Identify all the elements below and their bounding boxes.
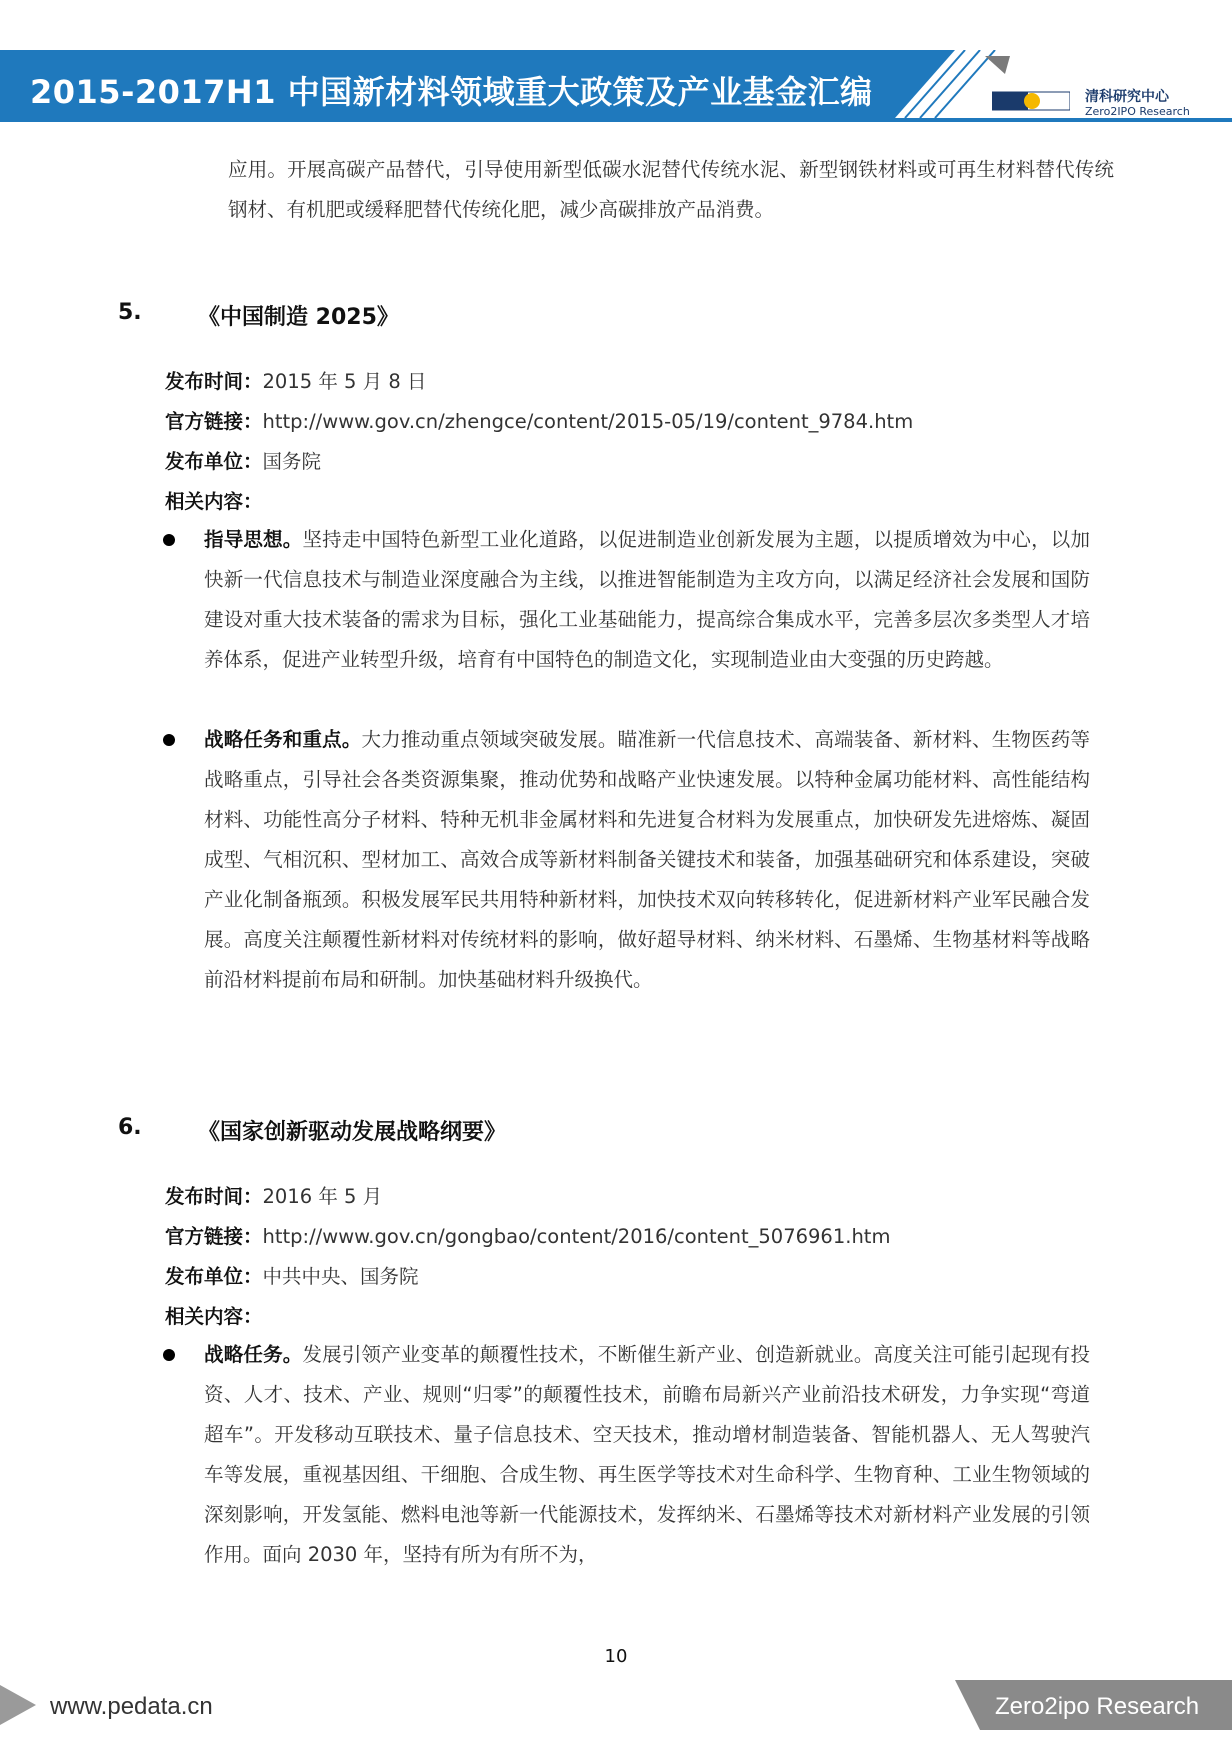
- meta-link-value[interactable]: http://www.gov.cn/zhengce/content/2015-05/19/content_9784.htm: [262, 410, 914, 433]
- bullet-text: 发展引领产业变革的颠覆性技术，不断催生新产业、创造新就业。高度关注可能引起现有投资、人才、技术、产业、规则“归零”的颠覆性技术，前瞻布局新兴产业前沿技术研发，力争实现“弯道超车”。开发移动互联技术、量子信息技术、空天技术，推动增材制造装备、智能机器人、无人驾驶汽车等发展，重视基因组、干细胞、合成生物、再生医学等技术对生命科学、生物育种、工业生物领域的深刻影响，开发氢能、燃料电池等新一代能源技术，发挥纳米、石墨烯等技术对新材料产业发展的引领作用。面向 2030 年，坚持有所为有所不为，: [204, 1343, 1090, 1566]
- bullet-icon: [163, 534, 175, 546]
- bullet-paragraph: [204, 1335, 1090, 1575]
- bullet-lead: 指导思想。: [204, 528, 303, 551]
- meta-content-label: [165, 482, 263, 522]
- meta-link-key: 官方链接：: [165, 1225, 263, 1248]
- footer-triangle-icon: [0, 1680, 40, 1730]
- meta-unit-value: 中共中央、国务院: [262, 1265, 419, 1288]
- logo-text-cn: 清科研究中心: [1085, 89, 1169, 105]
- bullet-lead: 战略任务和重点。: [204, 728, 362, 751]
- bullet-paragraph: [204, 520, 1090, 680]
- section-number: 6.: [118, 1115, 142, 1140]
- bullet-lead: 战略任务。: [204, 1343, 303, 1366]
- meta-link: [165, 402, 913, 442]
- meta-content-key: 相关内容：: [165, 1305, 263, 1328]
- logo-text-en: Zero2IPO Research: [1085, 105, 1190, 118]
- meta-date-key: 发布时间：: [165, 370, 263, 393]
- meta-unit: [165, 442, 321, 482]
- meta-unit-value: 国务院: [262, 450, 322, 473]
- meta-link-key: 官方链接：: [165, 410, 263, 433]
- footer-brand: Zero2ipo Research: [995, 1693, 1200, 1720]
- section-number: 5.: [118, 300, 142, 325]
- intro-paragraph: 应用。开展高碳产品替代，引导使用新型低碳水泥替代传统水泥、新型钢铁材料或可再生材料替代传统钢材、有机肥或缓释肥替代传统化肥，减少高碳排放产品消费。: [228, 158, 1114, 221]
- section-title: 《国家创新驱动发展战略纲要》: [198, 1120, 507, 1145]
- bullet-icon: [163, 734, 175, 746]
- footer-url[interactable]: www.pedata.cn: [50, 1693, 213, 1720]
- meta-date-value: 2016 年 5 月: [262, 1185, 383, 1208]
- meta-link: [165, 1217, 890, 1257]
- section-title: 《中国制造 2025》: [198, 305, 399, 330]
- meta-date-key: 发布时间：: [165, 1185, 263, 1208]
- meta-date-value: 2015 年 5 月 8 日: [262, 370, 427, 393]
- bullet-icon: [163, 1349, 175, 1361]
- meta-content-key: 相关内容：: [165, 490, 263, 513]
- document-title: 2015-2017H1 中国新材料领域重大政策及产业基金汇编: [30, 73, 873, 111]
- meta-unit-key: 发布单位：: [165, 1265, 263, 1288]
- meta-date: [165, 362, 426, 402]
- bullet-paragraph: [204, 720, 1090, 1000]
- meta-link-value[interactable]: http://www.gov.cn/gongbao/content/2016/content_5076961.htm: [262, 1225, 891, 1248]
- meta-content-label: [165, 1297, 263, 1337]
- meta-date: [165, 1177, 382, 1217]
- page-number: 10: [604, 1646, 628, 1667]
- meta-unit-key: 发布单位：: [165, 450, 263, 473]
- meta-unit: [165, 1257, 419, 1297]
- bullet-text: 坚持走中国特色新型工业化道路，以促进制造业创新发展为主题，以提质增效为中心，以加快新一代信息技术与制造业深度融合为主线，以推进智能制造为主攻方向，以满足经济社会发展和国防建设对重大技术装备的需求为目标，强化工业基础能力，提高综合集成水平，完善多层次多类型人才培养体系，促进产业转型升级，培育有中国特色的制造文化，实现制造业由大变强的历史跨越。: [204, 528, 1090, 671]
- bullet-text: 大力推动重点领域突破发展。瞄准新一代信息技术、高端装备、新材料、生物医药等战略重点，引导社会各类资源集聚，推动优势和战略产业快速发展。以特种金属功能材料、高性能结构材料、功能性高分子材料、特种无机非金属材料和先进复合材料为发展重点，加快研发先进熔炼、凝固成型、气相沉积、型材加工、高效合成等新材料制备关键技术和装备，加强基础研究和体系建设，突破产业化制备瓶颈。积极发展军民共用特种新材料，加快技术双向转移转化，促进新材料产业军民融合发展。高度关注颠覆性新材料对传统材料的影响，做好超导材料、纳米材料、石墨烯、生物基材料等战略前沿材料提前布局和研制。加快基础材料升级换代。: [204, 728, 1090, 991]
- zero2ipo-logo-icon: [992, 90, 1070, 112]
